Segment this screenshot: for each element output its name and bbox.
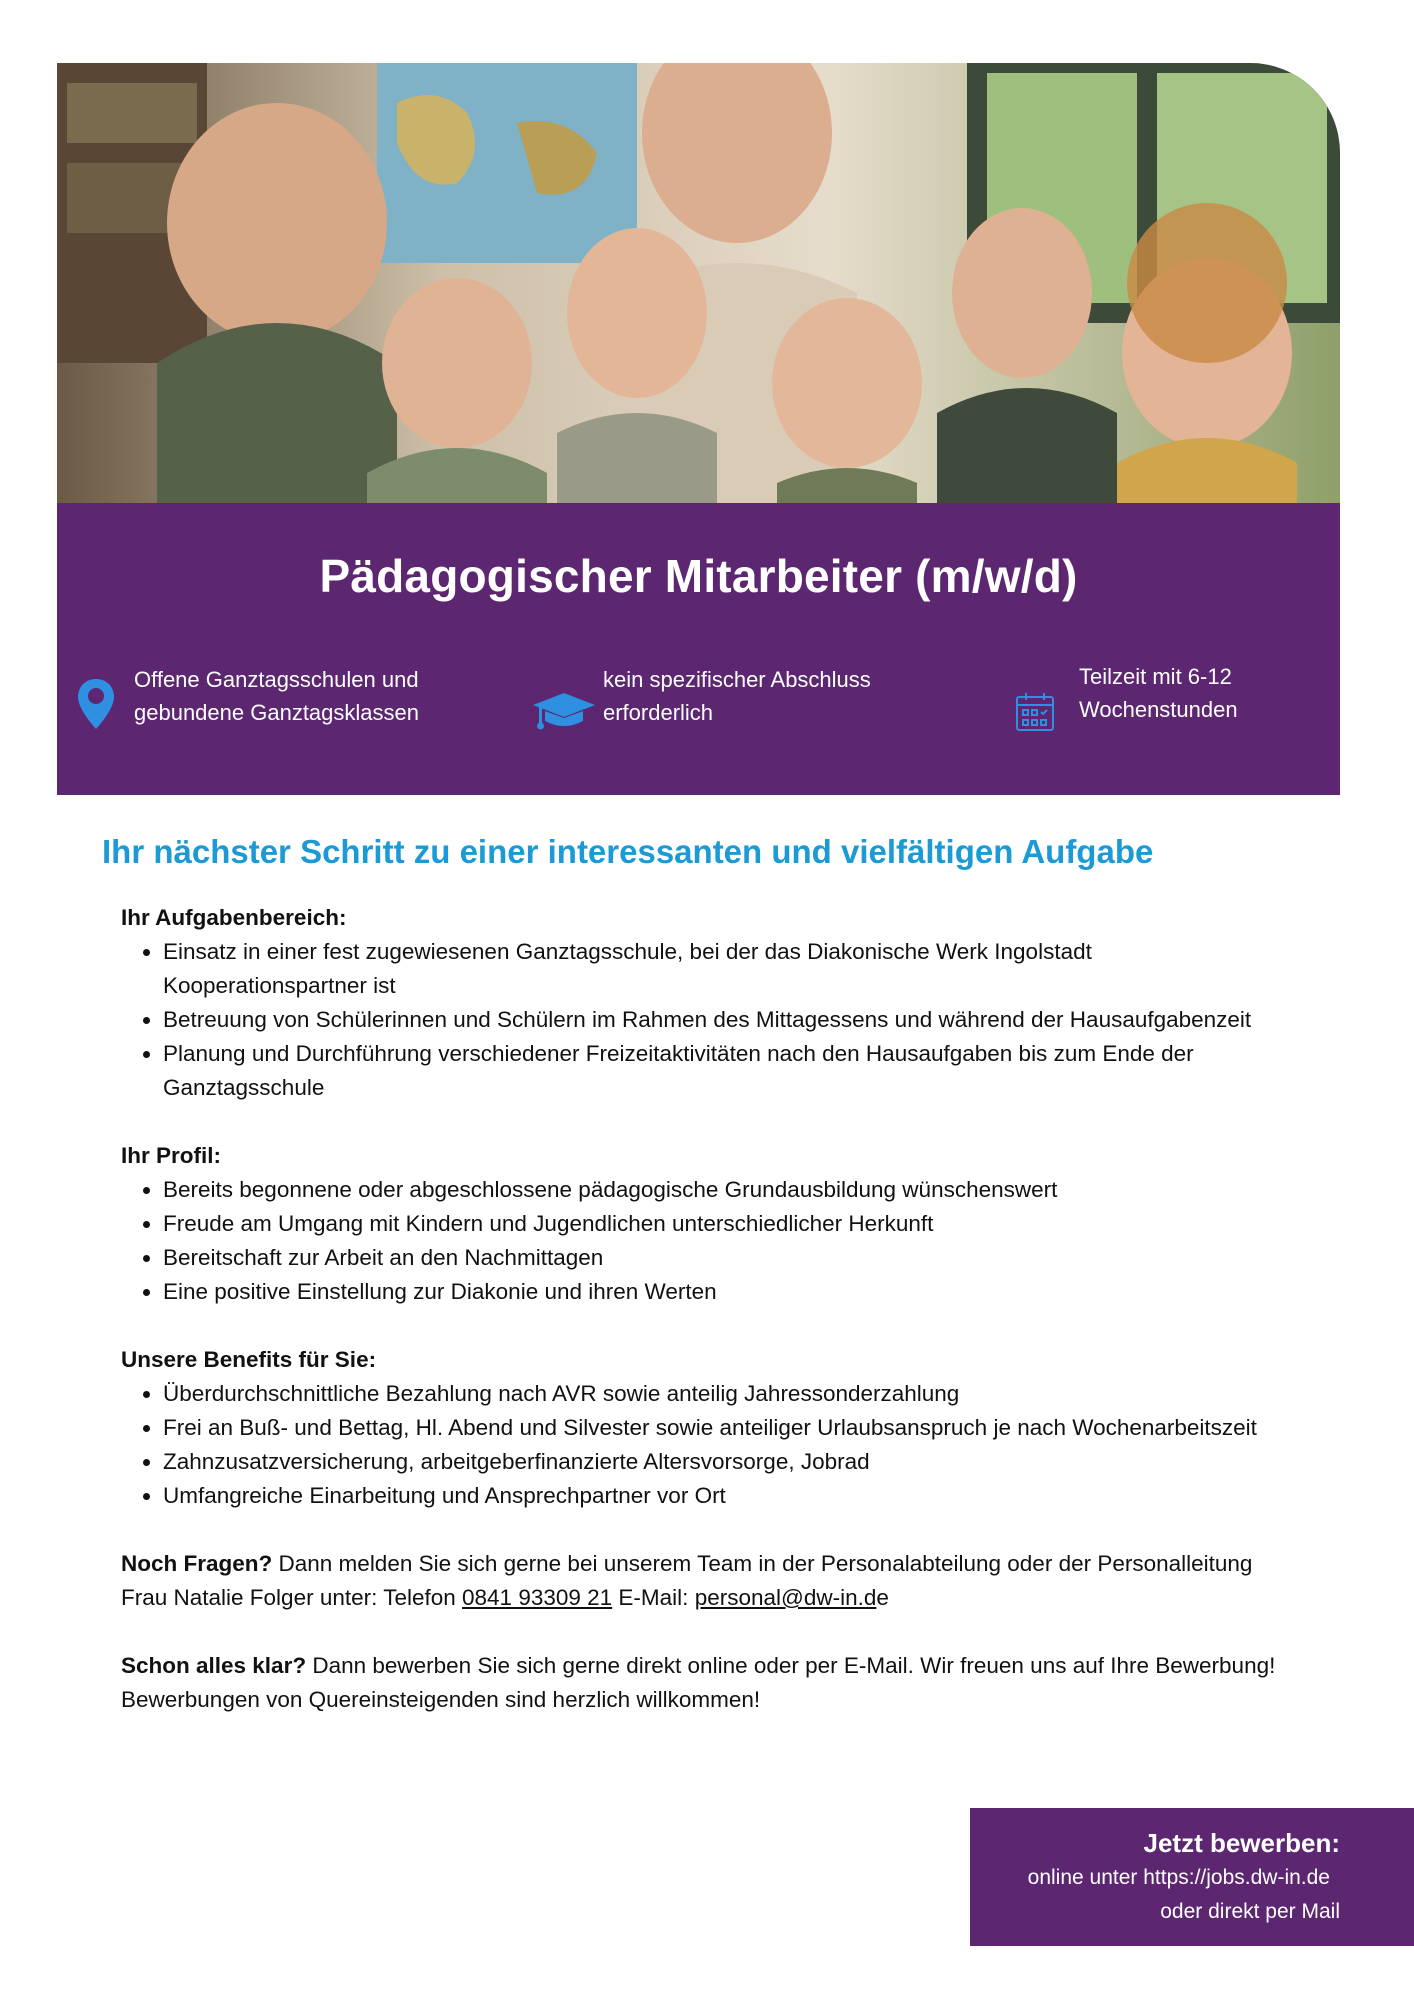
- list-item: • Frei an Buß- und Bettag, Hl. Abend und Silvester sowie anteiliger Urlaubsanspruch je nach Wochenarbeitszeit: [163, 1411, 1301, 1445]
- feature-qualification: [603, 663, 871, 729]
- list-item: • Zahnzusatzversicherung, arbeitgeberfinanzierte Altersvorsorge, Jobrad: [163, 1445, 1301, 1479]
- hero-photo-illustration: [57, 63, 1340, 503]
- hero-photo: [57, 63, 1340, 503]
- calendar-icon: [1015, 692, 1055, 741]
- apply-title: Jetzt bewerben:: [1143, 1828, 1340, 1858]
- phone-link[interactable]: 0841 93309 21: [462, 1585, 613, 1610]
- feature-location-line1: Offene Ganztagsschulen und: [134, 667, 419, 692]
- ready-lead: Schon alles klar?: [121, 1653, 307, 1678]
- benefits-heading: Unsere Benefits für Sie:: [121, 1347, 377, 1372]
- email-tail: e: [876, 1585, 889, 1610]
- apply-box: [970, 1808, 1414, 1946]
- apply-online: online unter https://jobs.dw-in.de: [1027, 1866, 1330, 1889]
- email-link[interactable]: personal@dw-in.d: [694, 1585, 877, 1610]
- tasks-list: [121, 935, 1301, 1105]
- list-item: • Freude am Umgang mit Kindern und Jugendlichen unterschiedlicher Herkunft: [163, 1207, 1301, 1241]
- feature-location: [134, 663, 419, 729]
- feature-location-line2: gebundene Ganztagsklassen: [134, 700, 419, 725]
- graduation-cap-icon: [531, 691, 597, 742]
- ready-paragraph: [121, 1649, 1301, 1717]
- list-item: • Einsatz in einer fest zugewiesenen Ganztagsschule, bei der das Diakonische Werk Ingolstadt Kooperationspartner ist: [163, 935, 1301, 1003]
- list-item: • Eine positive Einstellung zur Diakonie und ihren Werten: [163, 1275, 1301, 1309]
- tasks-heading: Ihr Aufgabenbereich:: [121, 905, 347, 930]
- feature-qualification-line2: erforderlich: [603, 700, 714, 725]
- feature-hours-line1: Teilzeit mit 6-12: [1079, 664, 1232, 689]
- apply-mail: oder direkt per Mail: [1160, 1900, 1340, 1923]
- location-pin-icon: [76, 677, 116, 740]
- title-banner: [57, 503, 1340, 795]
- list-item: • Betreuung von Schülerinnen und Schülern im Rahmen des Mittagessens und während der Hausaufgabenzeit: [163, 1003, 1301, 1037]
- questions-lead: Noch Fragen?: [121, 1551, 273, 1576]
- profile-heading: Ihr Profil:: [121, 1143, 221, 1168]
- feature-qualification-line1: kein spezifischer Abschluss: [603, 667, 871, 692]
- list-item: • Überdurchschnittliche Bezahlung nach AVR sowie anteilig Jahressonderzahlung: [163, 1377, 1301, 1411]
- list-item: • Umfangreiche Einarbeitung und Ansprechpartner vor Ort: [163, 1479, 1301, 1513]
- profile-list: [121, 1173, 1301, 1309]
- job-description: [121, 901, 1301, 1717]
- list-item: • Bereitschaft zur Arbeit an den Nachmittagen: [163, 1241, 1301, 1275]
- feature-hours: [1079, 660, 1238, 726]
- list-item: • Bereits begonnene oder abgeschlossene pädagogische Grundausbildung wünschenswert: [163, 1173, 1301, 1207]
- list-item: • Planung und Durchführung verschiedener Freizeitaktivitäten nach den Hausaufgaben bis zum Ende der Ganztagsschule: [163, 1037, 1301, 1105]
- questions-text: Dann melden Sie sich gerne bei unserem Team in der Personalabteilung oder der Personalleitung Frau Natalie Folger unter: Telefon: [121, 1551, 1253, 1610]
- questions-paragraph: [121, 1547, 1301, 1615]
- job-title: Pädagogischer Mitarbeiter (m/w/d): [319, 550, 1078, 602]
- ready-text: Dann bewerben Sie sich gerne direkt online oder per E-Mail. Wir freuen uns auf Ihre Bewerbung! Bewerbungen von Quereinsteigenden sind herzlich willkommen!: [121, 1653, 1276, 1712]
- section-headline: Ihr nächster Schritt zu einer interessanten und vielfältigen Aufgabe: [102, 833, 1154, 870]
- feature-hours-line2: Wochenstunden: [1079, 697, 1238, 722]
- benefits-list: [121, 1377, 1301, 1513]
- email-label: E-Mail:: [612, 1585, 695, 1610]
